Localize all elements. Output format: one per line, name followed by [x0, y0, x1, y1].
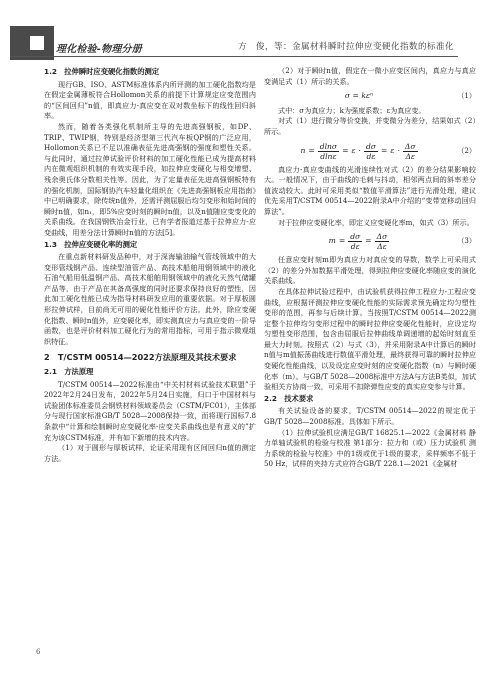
eq2-equals-1: =	[308, 145, 315, 155]
section-2-1-heading: 2.1 方法原理	[44, 366, 94, 376]
section-2-2-paragraph-1: 有关试验设备的要求，T/CSTM 00514—2022的规定优于GB/T 5028—2008标准。具体如下所示。	[264, 406, 476, 427]
eq2-t3-pre: ε	[390, 145, 395, 155]
left-column	[44, 66, 256, 464]
eq1-rhs: kεⁿ	[361, 91, 374, 101]
section-2-1-paragraph-1: T/CSTM 00514—2022标准由“中关村材料试验技术联盟”于2022年2月24日发布，2022年5月24日实施，归口于中国材料与试验团体标准委员会钢铁材料领域委员会（CSTM/FC01），主体部分与现行国家标准GB/T 5028—2008保持一致，而将现行国标7.8条款中“计算和绘制瞬时应变硬化率-应变关系曲线也是有意义的”扩充为该CSTM标准，并有如下新增的技术内容。	[44, 379, 256, 442]
eq2-t2-den: dε	[366, 151, 376, 161]
eq2-number: （2）	[457, 145, 476, 155]
eq3-lhs: m	[328, 236, 336, 246]
eq3-den-1: dε	[350, 242, 360, 252]
section-1-2-heading: 1.2 拉伸瞬时应变硬化指数的测定	[44, 67, 160, 76]
right-column	[264, 66, 476, 470]
eq2-term-3	[403, 142, 418, 161]
section-2-1-paragraph-2: （1）对于圆形与厚板试样，论证采用现有区间回归n值的测定方法。	[44, 443, 256, 463]
header-divider	[10, 56, 458, 57]
journal-name: 理化检验-物理分册	[56, 44, 142, 55]
section-1-2-paragraph-1: 现行GB、ISO、ASTM标准体系内所评测的加工硬化指数均是在假定金属薄板符合Hollomon关系的前提下计算规定应变范围内的“区间回归”n值，即真应力-真应变在双对数坐标下的线性回归斜率。	[44, 79, 256, 121]
eq2-t3-num: Δσ	[404, 141, 416, 151]
eq3-num-1: dσ	[350, 232, 361, 242]
eq2-t1-den: dlnε	[320, 151, 337, 161]
running-title: 方 俊，等：金属材料瞬时拉伸应变硬化指数的标准化	[237, 42, 454, 52]
section-2-2-heading: 2.2 技术要求	[264, 393, 314, 403]
page-header	[0, 0, 480, 62]
eq2-term-1	[318, 142, 339, 161]
eq2-term-2	[364, 142, 378, 161]
eq2-lhs: n	[300, 145, 306, 155]
equation-2	[264, 142, 476, 161]
right-paragraph-3: 对式（1）进行微分等价变换，并变微分为差分，结果如式（2）所示。	[264, 116, 476, 136]
page-number: 6	[36, 648, 41, 656]
eq3-equals-1: =	[338, 236, 346, 246]
eq3-num-2: Δσ	[376, 232, 388, 242]
right-paragraph-4: 真应力-真应变曲线的光滑连续性对式（2）的差分结果影响较大。一般情况下，由于曲线的毛刺与抖动，相邻两点间的斜率差分值波动较大。此时可采用类似“数值平滑算法”进行光滑处理，建议优先采用T/CSTM 00514—2022附录A中介绍的“变带宽移动回归算法”。	[264, 164, 476, 216]
section-1-3-heading: 1.3 拉伸应变硬化率的测定	[44, 239, 138, 249]
eq2-t1-num: dlnσ	[319, 141, 338, 151]
right-paragraph-6: 任意应变时刻m即为真应力对真应变的导数，数学上可采用式（2）的差分外加数据平滑处理，得到拉伸应变硬化率随应变的演化关系曲线。	[264, 255, 476, 286]
eq3-equals-2: =	[365, 236, 372, 246]
eq2-dot-2: ·	[397, 145, 400, 155]
eq2-dot-1: ·	[358, 145, 361, 155]
section-2-heading: 2 T/CSTM 00514—2022方法原理及其技术要求	[44, 352, 237, 363]
equation-1	[264, 91, 476, 102]
eq1-lhs: σ	[344, 91, 351, 101]
right-paragraph-2: 式中：σ为真应力；k为强度系数；ε为真应变。	[278, 105, 426, 115]
right-paragraph-7: 在具体拉伸试验过程中，由试验机获得拉伸工程应力-工程应变曲线，应根据评测拉伸应变硬化性能的实际需求预先确定均匀塑性变形的范围，再参与后续计算。当按照T/CSTM 00514—2022测定整个拉伸均匀变形过程中的瞬时拉伸应变硬化性能时，应设定均匀塑性变形范围，包含由屈服后拉伸曲线单调递增的起始时刻直至最大力时刻。按照式（2）与式（3），并采用附录A中计算后的瞬时n值与m值振荡曲线进行数值平滑处理，最终获得可靠的瞬时拉伸应变硬化性能曲线，以及设定应变时刻的应变硬化指数（n）与瞬时硬化率（m）。与GB/T 5028—2008标准中方法A与方法B类似，加试验相关方协商一致，可采用不扣除弹性应变的真实应变参与计算。	[264, 286, 476, 392]
logo-notch	[30, 36, 44, 50]
section-1-2-paragraph-2: 然而，随着各类强化机制所主导的先进高强钢板，如DP、TRIP、TWIP钢，特别是经济型第三代汽车板QP钢的广泛应用，Hollomon关系已不足以准确表征先进高强钢的强度和塑性关系。与此同时，通过拉伸试验评价材料的加工硬化性能已成为提高材料内在微观组织机制的有效实现手段，如拉伸应变硬化与相变增塑、残余奥氏体分数相关性等。因此，为了定量表征先进高强钢板特有的强化机制，国际钢协汽车轻量化组织在《先进高强钢板应用指南》中已明确要求，除传统n值外，还需评测屈服后均匀变形和始时间的瞬时n值，如n₁，即5%应变时刻的瞬时n值，以及n值随应变变化的关系曲线。在我国钢铁冶金行业，已有学者报道过基于拉伸应力-应变曲线，用差分法计算瞬时n值的方法[5]。	[44, 121, 256, 237]
section-1-3-paragraph-1: 在重点新材料研发品种中，对于深海输油输气管线领域中的大变形管线钢产品、连续型油管产品、高技术船舶用钢领域中的液化石油气船用低温钢产品、高技术船舶用钢领域中的液化天然气储罐产品等，由于产品在其备高强度的同时还要求保持良好的塑性，因此加工硬化性能已成为指导材料研发应用的重要依据。对于厚板圆形拉伸试样，目前尚无可用的硬化性能评价方法。此外，除应变硬化指数、瞬时n值外，应变硬化率，即实测真应力与真应变的一阶导函数，也是评价材料加工硬化行为的常用指标，可用于指示微观组织特征。	[44, 252, 256, 346]
eq3-den-2: Δε	[377, 242, 387, 252]
eq2-t2-pre: ε	[351, 145, 356, 155]
eq1-number: （1）	[457, 91, 476, 101]
eq3-term-2	[375, 232, 390, 251]
eq2-equals-3: =	[381, 145, 388, 155]
right-paragraph-5: 对于拉伸应变硬化率，即定义应变硬化率m，如式（3）所示。	[278, 217, 474, 227]
eq2-t2-num: dσ	[365, 141, 377, 151]
eq3-term-1	[348, 232, 362, 251]
equation-3	[264, 232, 476, 251]
eq2-t3-den: Δε	[405, 151, 415, 161]
eq2-equals-2: =	[342, 145, 349, 155]
eq1-equals: =	[352, 91, 359, 101]
section-2-2-paragraph-2: （1）拉伸试验机应满足GB/T 16825.1—2022《金属材料 静力单轴试验机的检验与校准 第1部分：拉力和（或）压力试验机 测力系统的检验与校准》中的1级或优于1级的要求，采样频率不低于50 Hz，试样的夹持方式应符合GB/T 228.1—2021《金属材	[264, 427, 476, 469]
eq3-number: （3）	[457, 236, 476, 246]
right-paragraph-1: （2）对于瞬时n值，假定在一微小应变区间内，真应力与真应变满足式（1）所示的关系。	[264, 66, 476, 86]
